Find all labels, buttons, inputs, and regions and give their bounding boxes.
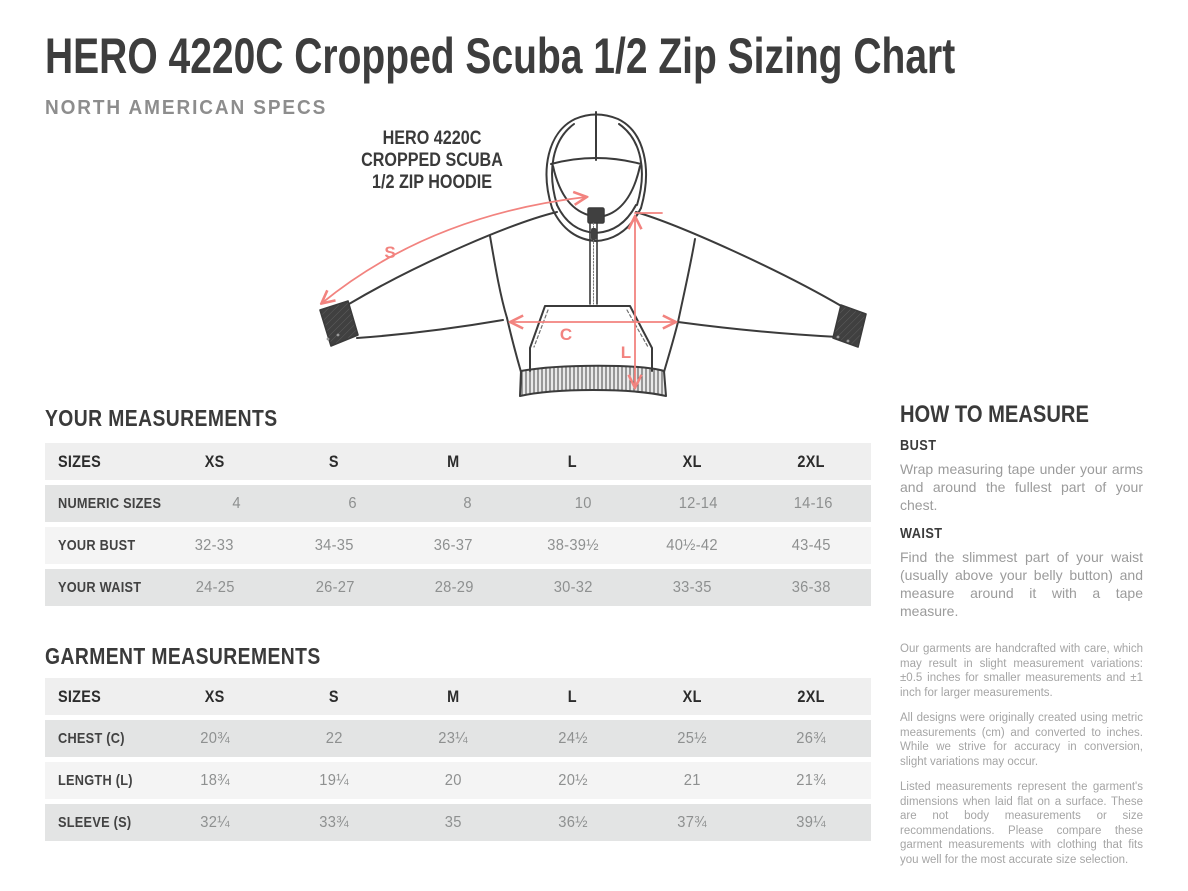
cell-text: 36-38 [791,578,831,596]
your-measurements-table [45,443,871,611]
cell-2xl [752,579,871,597]
column-header-s [274,687,393,707]
column-header-text: S [329,451,339,471]
row-label-text: SLEEVE (S) [58,814,132,831]
column-header-text: SIZES [58,451,102,471]
cell-l [513,537,632,555]
bust-subheading-text: BUST [900,437,937,454]
cell-text: 19¼ [319,771,349,789]
row-label-text: YOUR BUST [58,537,136,554]
page-title [45,30,1188,82]
right-cuff [833,305,866,347]
left-cuff [320,301,358,346]
row-label [45,730,155,747]
your-bust-row [45,527,871,564]
cell-s [274,537,393,555]
cell-text: 8 [463,494,472,512]
row-label-text: LENGTH (L) [58,772,133,789]
kangaroo-pocket [530,306,652,371]
page-subtitle-text: NORTH AMERICAN SPECS [45,97,328,119]
row-label [45,579,156,596]
hoodie-label-line-2: CROPPED SCUBA [361,150,503,171]
cell-text: 43-45 [791,536,831,554]
column-header-xs [155,452,274,472]
disclaimer-note-metric: All designs were originally created using metric measurements (cm) and converted to inches. While we strive for accuracy in conversion, slight variations may occur. [900,712,1143,768]
your-measurements-heading [45,405,322,432]
column-header-text: M [447,686,460,706]
cell-text: 20½ [557,771,588,789]
column-header-sizes [45,687,155,707]
waist-subheading [900,526,1143,542]
cell-m [410,495,525,513]
hem-ribbing [520,366,666,396]
cell-xl [632,537,751,555]
cell-m [394,537,513,555]
cell-text: 34-35 [314,536,354,554]
row-label-text: CHEST (C) [58,730,125,747]
column-header-xs [155,687,274,707]
column-header-sizes [45,452,155,472]
how-to-measure-panel [900,402,1143,878]
cell-text: 6 [348,494,357,512]
column-header-l [513,452,632,472]
cell-text: 32¼ [199,813,230,831]
waist-subheading-text: WAIST [900,525,943,542]
column-header-m [394,452,513,472]
cell-text: 4 [232,494,242,512]
garment-measurements-heading [45,643,373,670]
cell-xl [640,495,755,513]
column-header-text: XL [682,686,702,706]
how-to-measure-heading [900,402,1143,428]
column-header-text: S [329,686,339,706]
column-header-text: L [568,451,578,471]
column-header-text: XL [682,451,702,471]
your-measurements-header-row [45,443,871,480]
cell-2xl [756,495,871,513]
cell-xl [632,730,751,748]
page-subtitle [45,97,342,120]
cell-xl [632,814,751,832]
column-header-text: M [447,451,460,471]
cell-text: 21¾ [796,771,827,789]
cell-l [525,495,640,513]
column-header-2xl [752,452,871,472]
length-row [45,762,871,799]
cell-xs [155,772,274,790]
cell-text: 36-37 [433,536,473,554]
sleeve-arrow-label: S [384,243,396,262]
cell-text: 22 [325,729,343,747]
cell-xl [632,772,751,790]
cell-text: 28-29 [434,578,474,596]
cell-2xl [752,814,871,832]
cell-text: 32-33 [195,536,235,554]
cell-s [274,814,393,832]
hoodie-label-line-1: HERO 4220C [382,128,482,149]
cell-text: 38-39½ [546,536,599,554]
row-label-text: YOUR WAIST [58,579,142,596]
column-header-text: 2XL [797,686,825,706]
cell-text: 40½-42 [666,536,718,554]
bust-instructions: Wrap measuring tape under your arms and around the fullest part of your chest. [900,461,1143,513]
row-label [45,814,155,831]
how-to-measure-heading-text: HOW TO MEASURE [900,401,1089,428]
cell-text: 35 [444,813,462,831]
disclaimer-note-variations: Our garments are handcrafted with care, which may result in slight measurement variations: ±0.5 inches for smaller measurements and ±1 inch for larger measurements. [900,643,1143,699]
right-sleeve [636,212,843,337]
column-header-s [274,452,393,472]
cell-xs [155,814,274,832]
column-header-2xl [752,687,871,707]
cell-text: 25½ [677,729,707,747]
your-measurements-heading-text: YOUR MEASUREMENTS [45,405,278,431]
column-header-m [394,687,513,707]
bust-subheading [900,438,1143,454]
cell-xs [155,730,274,748]
cell-s [274,772,393,790]
cell-xs [156,579,275,597]
garment-measurements-heading-text: GARMENT MEASUREMENTS [45,643,321,669]
cell-m [394,730,513,748]
column-header-xl [632,452,751,472]
waist-instructions: Find the slimmest part of your waist (usually above your belly button) and measure around it with a tape measure. [900,549,1143,619]
cell-text: 21 [683,771,701,789]
cell-l [513,772,632,790]
cell-text: 24½ [557,729,588,747]
garment-measurements-header-row [45,678,871,715]
cell-m [394,772,513,790]
cell-text: 20 [444,771,462,789]
cell-s [275,579,394,597]
column-header-xl [632,687,751,707]
cell-l [514,579,633,597]
cell-xl [633,579,752,597]
garment-measurements-table [45,678,871,846]
row-label-text: NUMERIC SIZES [58,495,162,512]
column-header-text: XS [204,451,225,471]
cell-text: 26¾ [796,729,827,747]
half-zip [588,208,604,304]
cell-text: 10 [574,494,592,512]
cell-2xl [752,730,871,748]
left-sleeve [349,212,557,338]
cell-s [295,495,410,513]
column-header-text: SIZES [58,686,102,706]
column-header-l [513,687,632,707]
hoodie-diagram [300,108,880,408]
cell-m [394,579,513,597]
cell-text: 23¼ [438,729,469,747]
cell-m [394,814,513,832]
cell-l [513,814,632,832]
column-header-text: 2XL [797,451,825,471]
cell-text: 26-27 [315,578,355,596]
hoodie-label-line-3: 1/2 ZIP HOODIE [372,172,492,193]
cell-text: 33¾ [319,813,349,831]
row-label [45,537,155,554]
row-label [45,772,155,789]
numeric-sizes-row [45,485,871,522]
your-waist-row [45,569,871,606]
cell-xs [155,537,274,555]
cell-text: 12-14 [678,494,718,512]
cell-l [513,730,632,748]
cell-text: 30-32 [553,578,593,596]
cell-text: 24-25 [196,578,236,596]
cell-2xl [752,537,871,555]
cell-text: 33-35 [672,578,712,596]
disclaimer-note-flat-measurements: Listed measurements represent the garment's dimensions when laid flat on a surface. These are not body measurements or size recommendations. Please compare these garment measurements with clothing that fits you well for the most accurate size selection. [900,781,1143,866]
cell-text: 18¾ [199,771,230,789]
cell-xs [179,495,294,513]
column-header-text: XS [204,686,225,706]
sleeve-row [45,804,871,841]
chest-arrow-label: C [559,325,573,344]
cell-2xl [752,772,871,790]
cell-text: 14-16 [793,494,833,512]
cell-text: 39¼ [796,813,827,831]
column-header-text: L [568,686,578,706]
chest-row [45,720,871,757]
cell-text: 20¾ [199,729,230,747]
cell-text: 37¾ [677,813,707,831]
page-title-text: HERO 4220C Cropped Scuba 1/2 Zip Sizing Chart [45,28,956,84]
cell-text: 36½ [557,813,588,831]
row-label [45,495,179,512]
length-arrow-label: L [620,343,632,362]
cell-s [274,730,393,748]
